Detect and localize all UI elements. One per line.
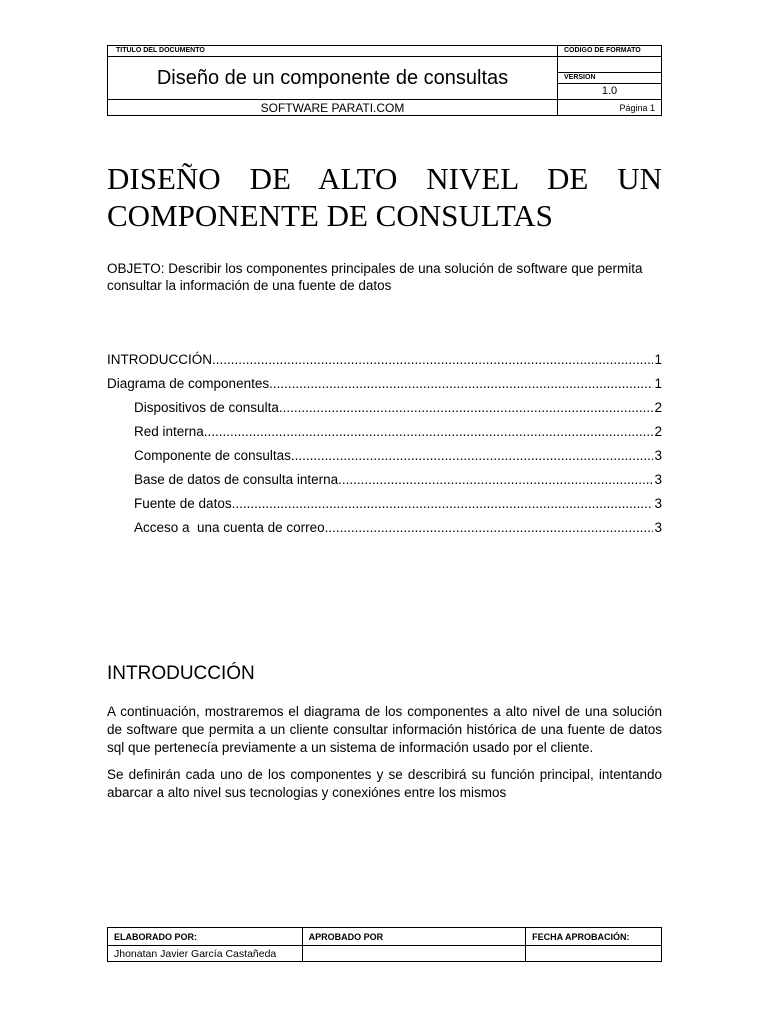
toc-leader — [338, 471, 653, 488]
elaborated-by-label: ELABORADO POR: — [108, 928, 303, 946]
approval-footer-table — [107, 927, 662, 962]
format-code-value — [558, 57, 661, 73]
version-label: VERSION — [564, 74, 596, 81]
toc-item-label: Fuente de datos — [134, 496, 232, 511]
toc-item-dispositivos[interactable] — [107, 399, 662, 423]
version-value: 1.0 — [601, 85, 618, 97]
approval-date-label: FECHA APROBACIÓN: — [526, 928, 662, 946]
toc-item-page: 3 — [654, 472, 662, 487]
main-title: DISEÑO DE ALTO NIVEL DE UN COMPONENTE DE CONSULTAS — [107, 161, 662, 233]
document-header-table — [107, 45, 662, 116]
elaborated-by-value: Jhonatan Javier García Castañeda — [108, 946, 303, 962]
toc-leader — [232, 495, 654, 512]
toc-item-label: Acceso a una cuenta de correo — [134, 520, 325, 535]
toc-leader — [212, 351, 653, 368]
toc-item-page: 2 — [654, 424, 662, 439]
page-number: Página 1 — [558, 99, 661, 116]
toc-item-page: 2 — [654, 400, 662, 415]
toc-item-correo[interactable] — [107, 519, 662, 543]
toc-item-label: Base de datos de consulta interna — [134, 472, 339, 487]
toc-leader — [279, 399, 654, 416]
introduction-paragraph: A continuación, mostraremos el diagrama de los componentes a alto nivel de una solución de software que permita a un cliente consultar información histórica de una fuente de datos sql que pertenecía previamente a un sistema de información usado por el cliente. — [107, 704, 662, 755]
title-label: TITULO DEL DOCUMENTO — [108, 46, 558, 57]
toc-item-label: INTRODUCCIÓN — [107, 352, 212, 367]
toc-item-page: 3 — [654, 520, 662, 535]
toc-leader — [291, 447, 654, 464]
toc-item-diagrama[interactable] — [107, 375, 662, 399]
approved-by-value — [302, 946, 526, 962]
toc-item-page: 1 — [654, 352, 662, 367]
toc-item-componente[interactable] — [107, 447, 662, 471]
toc-item-label: Dispositivos de consulta — [134, 400, 279, 415]
site-name: SOFTWARE PARATI.COM — [108, 99, 558, 116]
document-title — [108, 57, 558, 99]
toc-leader — [325, 519, 654, 536]
introduction-paragraph: Se definirán cada uno de los componentes y se describirá su función principal, intentando abarcar a alto nivel sus tecnologias y conexiónes entre los mismos — [107, 767, 662, 800]
toc-item-label: Componente de consultas — [134, 448, 291, 463]
approval-date-value — [526, 946, 662, 962]
format-code-label: CODIGO DE FORMATO — [558, 46, 661, 57]
toc-leader — [269, 375, 653, 392]
toc-item-page: 1 — [654, 376, 662, 391]
toc-item-red-interna[interactable] — [107, 423, 662, 447]
table-of-contents — [107, 351, 662, 543]
toc-item-label: Diagrama de componentes — [107, 376, 270, 391]
objective-text: OBJETO: Describir los componentes principales de una solución de software que permita consultar la información de una fuente de datos — [107, 261, 643, 293]
toc-item-fuente-datos[interactable] — [107, 495, 662, 519]
toc-item-base-datos[interactable] — [107, 471, 662, 495]
toc-item-label: Red interna — [134, 424, 204, 439]
toc-leader — [204, 423, 654, 440]
introduction-heading: INTRODUCCIÓN — [107, 663, 255, 684]
toc-item-page: 3 — [654, 496, 662, 511]
toc-item-introduccion[interactable] — [107, 351, 662, 375]
document-title-text: Diseño de un componente de consultas — [156, 67, 509, 89]
approved-by-label: APROBADO POR — [302, 928, 526, 946]
toc-item-page: 3 — [654, 448, 662, 463]
